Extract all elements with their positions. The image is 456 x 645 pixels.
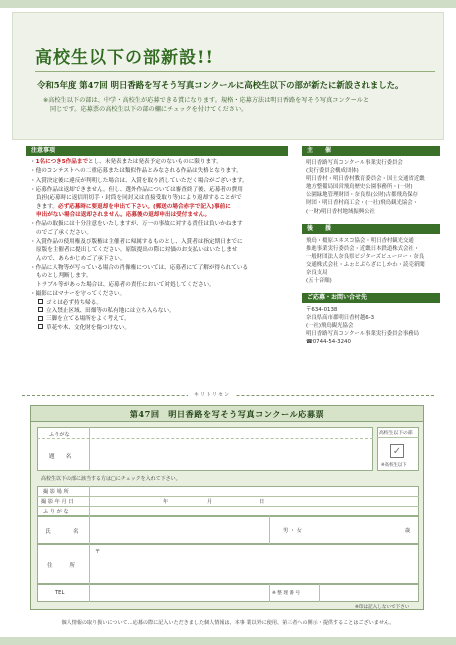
note-return: ・応募作品は返却できません。但し、選外作品については審査終了後、応募者の費用 負担(応募時に返信用切手・封筒を同封又は直接受取り等)により返却することがで きます。必ず応募時に要返却を申出て下さい。(郵送の場合赤字で記入)事前に 申出がない場合は返却されません。応募後の返却申出は受付ません。 [30,187,243,219]
address-input[interactable] [91,545,417,583]
checkbox-icon [38,324,43,329]
highschool-divider [377,437,419,438]
headline-rule [35,71,435,72]
note-item: ・他のコンテストへの二重応募または類似作品とみなされる作品は失格となります。 [30,168,242,175]
tel-input[interactable] [91,585,267,601]
furigana-label: ふりがな [49,432,70,438]
note-manners: ・撮影にはマナーを守ってください。 ゴミは必ず持ち帰る。 立入禁止区域、田畑等の私有地には立ち入らない。 三脚を立てる場所をよく考えて。 草花や木、文化財を傷つけない。 [30,290,288,332]
contact-label: ご応募・お問い合せ先 [302,293,440,303]
tel-label: TEL [55,590,65,596]
furigana-divider [37,438,373,439]
date-input[interactable] [91,497,417,505]
manner-item: 立入禁止区域、田畑等の私有地には立ち入らない。 [30,307,288,315]
notes-label: 注意事項 [26,146,288,156]
contact-info: 〒634-0138 奈良県高市郡明日香村越6-3 (一社)飛鳥観光協会 明日香路写真コンクール事業実行委員会事務局 ☎0744-54-3240 [306,307,419,346]
form-title: 第47回 明日香路を写そう写真コンクール応募票 [31,406,423,422]
sub-text-line2: 同じです。応募票の高校生以下の部の欄にチェックを付けてください。 [50,106,248,114]
month-label: 月 [207,499,213,505]
place-label: 撮 影 場 所 [43,489,69,495]
address-label: 住 所 [47,563,75,569]
headline: 高校生以下の部新設!! [35,48,214,68]
reg-label: ※ 整 理 番 号 [272,591,301,596]
note-portrait: ・作品に人物等が写っている場合の肖像権については、応募者にて了解が得られている ものとし判断します。 トラブル等があった場合は、応募者の責任において対処してください。 [30,265,249,288]
note-publication: ・入賞作品の使用権及び版権は主催者に帰属するものとし、入賞者は指定期日までに 原版を主催者に提出してください。原版提出の際に対価のお支払いはいたしませ んので、あらかじめご了承下さい。 [30,239,243,262]
sub-text-line1: ※高校生以下の部は、中学・高校生が応募できる賞になります。規格・応募方法は明日香路を写そう写真コンクールと [43,97,370,104]
bottom-border [0,637,456,645]
date-label: 撮 影 年 月 日 [41,499,74,505]
place-input[interactable] [91,487,417,495]
entry-form [30,405,424,610]
age-label: 歳 [405,528,411,534]
name-label: 氏 名 [45,529,79,535]
title-label: 題 名 [49,454,72,460]
checkbox-icon [38,299,43,304]
note-item: ・入賞決定後に違反が判明した場合は、入賞を取り消していただく場合がございます。 [30,177,248,184]
day-label: 日 [259,499,265,505]
sub-text [43,96,435,115]
top-border [0,0,456,8]
organizer-info: 明日香路写真コンクール事業実行委員会 (実行委員会構成団体) 明日香村・明日香村教育委員会・国土交通省近畿 地方整備局国営飛鳥歴史公園事務所・(一財) 公園緑地管理財団・奈良県(公財)古都飛鳥保存 財団・明日香村商工会・(一社)飛鳥観光協会・ (一財)明日香村地域振興公社 [306,160,425,215]
supporter-info: 飛鳥・橿原ユネスコ協会・明日香村観光交通 推進事業実行委員会・近畿日本鉄道株式会社・ 一般財団法人奈良県ビジターズビューロー・奈良 交通株式会社・ふぉとぷらざにしかわ・読売新聞 奈良支局 (五十音順) [306,238,425,285]
header-banner [12,12,444,140]
lead-text: 令和5年度 第47回 明日香路を写そう写真コンクールに高校生以下の部が新たに新設されました。 [37,80,404,90]
note-item: ・1名につき5作品までとし、未発表または発表予定のないものに限ります。 [30,159,222,165]
title-col-divider [89,427,90,471]
gender-select[interactable]: 男 ・ 女 [283,528,302,534]
year-label: 年 [163,499,169,505]
manner-item: ゴミは必ず持ち帰る。 [30,299,288,307]
privacy-footer: 個人情報の取り扱いについて…応募の際に記入いただきました個人情報は、本事 業以外に使用、第三者への開示・提供することはございません。 [61,620,395,626]
check-note: 高校生以下の部に該当する方は□にチェックを入れて下さい。 [41,476,181,482]
form-bottom-note: ※印は記入しないで下さい [355,605,410,610]
highschool-label: 高校生以下の部 [379,431,413,436]
supporter-label: 後 援 [302,224,440,234]
cut-label: キリトリセン [188,391,236,398]
checkbox-icon [38,307,43,312]
postal-mark: 〒 [95,549,101,555]
highschool-note: ※高校生以下 [381,463,407,468]
organizer-label: 主 催 [302,146,440,156]
notes-list [30,158,288,332]
checkbox-icon [38,316,43,321]
note-rights: ・作品の取扱には十分注意をいたしますが、万一の事故に対する責任は負いかねます のでご了承ください。 [30,221,243,236]
name-input[interactable] [91,517,267,543]
highschool-checkbox[interactable]: ✓ [390,444,404,458]
manner-item: 草花や木、文化財を傷つけない。 [30,324,288,332]
manner-item: 三脚を立てる場所をよく考えて。 [30,315,288,323]
title-input[interactable] [93,441,369,467]
furigana2-label: ふ り が な [43,509,69,515]
